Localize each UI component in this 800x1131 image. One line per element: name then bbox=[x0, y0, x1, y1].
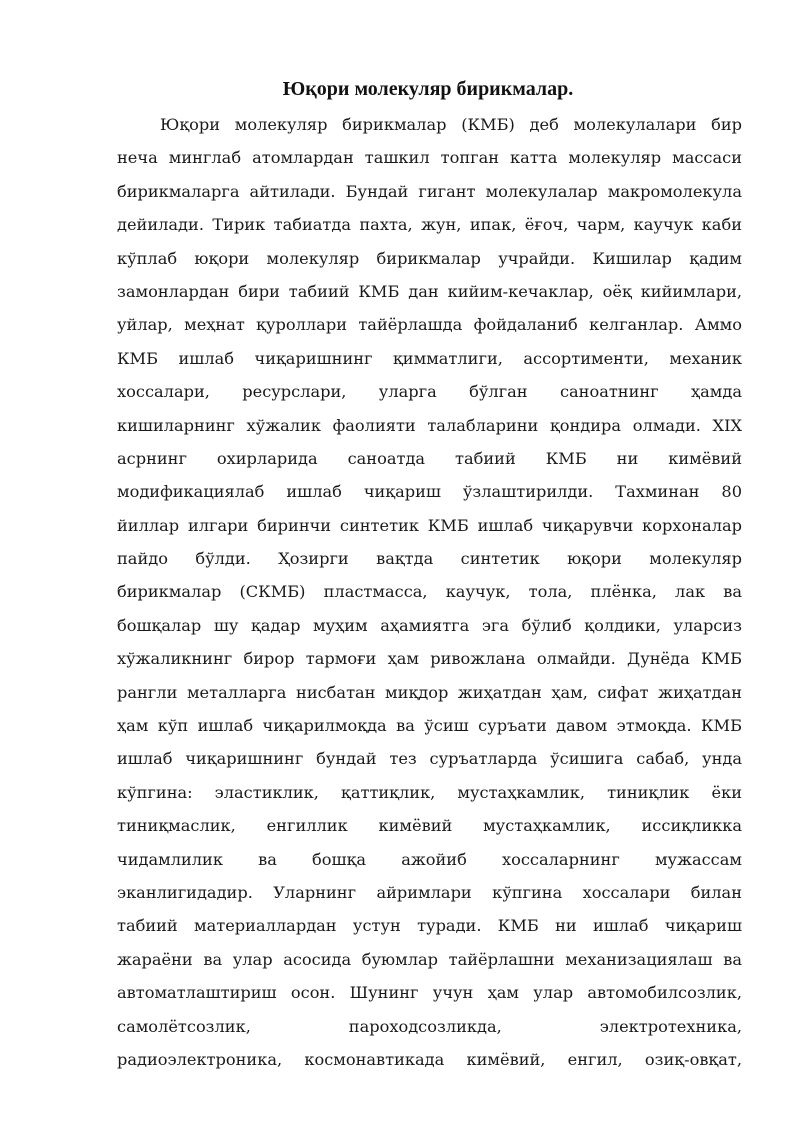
paragraph-line: бошқалар шу қадар муҳим аҳамиятга эга бўлиб қолдики, уларсиз bbox=[117, 615, 742, 635]
paragraph-line: радиоэлектроника, космонавтикада кимёвий, енгил, озиқ-овқат, bbox=[117, 1049, 742, 1069]
paragraph-line: асрнинг охирларида саноатда табиий КМБ ни кимёвий bbox=[117, 448, 742, 468]
paragraph-line: самолётсозлик, пароходсозликда, электротехника, bbox=[117, 1016, 742, 1036]
paragraph-line: жараёни ва улар асосида буюмлар тайёрлашни механизациялаш ва bbox=[117, 949, 742, 969]
paragraph-line: эканлигидадир. Уларнинг айримлари кўпгина хоссалари билан bbox=[117, 882, 742, 902]
paragraph-line: кўплаб юқори молекуляр бирикмалар учрайди. Кишилар қадим bbox=[117, 248, 742, 268]
paragraph-line: автоматлаштириш осон. Шунинг учун ҳам улар автомобилсозлик, bbox=[117, 983, 742, 1003]
document-body bbox=[117, 108, 742, 1076]
paragraph-line: бирикмалар (СКМБ) пластмасса, каучук, тола, плёнка, лак ва bbox=[117, 582, 742, 602]
paragraph-line: табиий материаллардан устун туради. КМБ ни ишлаб чиқариш bbox=[117, 916, 742, 936]
paragraph-line: уйлар, меҳнат қуроллари тайёрлашда фойдаланиб келганлар. Аммо bbox=[117, 315, 742, 335]
paragraph-line: йиллар илгари биринчи синтетик КМБ ишлаб чиқарувчи корхоналар bbox=[117, 515, 742, 535]
paragraph-line: бирикмаларга айтилади. Бундай гигант молекулалар макромолекула bbox=[117, 181, 742, 201]
paragraph-line: пайдо бўлди. Ҳозирги вақтда синтетик юқори молекуляр bbox=[117, 549, 742, 569]
paragraph-line: тиниқмаслик, енгиллик кимёвий мустаҳкамлик, иссиқликка bbox=[117, 816, 742, 836]
paragraph-line: ҳам кўп ишлаб чиқарилмоқда ва ўсиш суръати давом этмоқда. КМБ bbox=[117, 716, 742, 736]
paragraph-line: чидамлилик ва бошқа ажойиб хоссаларнинг мужассам bbox=[117, 849, 742, 869]
paragraph-line: замонлардан бири табиий КМБ дан кийим-кечаклар, оёқ кийимлари, bbox=[117, 281, 742, 301]
paragraph-line: рангли металларга нисбатан миқдор жиҳатдан ҳам, сифат жиҳатдан bbox=[117, 682, 742, 702]
paragraph-line: КМБ ишлаб чиқаришнинг қимматлиги, ассортименти, механик bbox=[117, 348, 742, 368]
paragraph-line: кишиларнинг хўжалик фаолияти талабларини қондира олмади. XIX bbox=[117, 415, 742, 435]
paragraph-line: кўпгина: эластиклик, қаттиқлик, мустаҳкамлик, тиниқлик ёки bbox=[117, 782, 742, 802]
paragraph-line: неча минглаб атомлардан ташкил топган катта молекуляр массаси bbox=[117, 148, 742, 168]
paragraph-line: ишлаб чиқаришнинг бундай тез суръатларда ўсишига сабаб, унда bbox=[117, 749, 742, 769]
paragraph-line: дейилади. Тирик табиатда пахта, жун, ипак, ёғоч, чарм, каучук каби bbox=[117, 215, 742, 235]
paragraph-line: хоссалари, ресурслари, уларга бўлган саноатнинг ҳамда bbox=[117, 382, 742, 402]
paragraph-line: хўжаликнинг бирор тармоғи ҳам ривожлана олмайди. Дунёда КМБ bbox=[117, 649, 742, 669]
document-title: Юқори молекуляр бирикмалар. bbox=[282, 78, 574, 100]
paragraph-line: Юқори молекуляр бирикмалар (КМБ) деб молекулалари бир bbox=[160, 115, 742, 134]
paragraph-line: модификациялаб ишлаб чиқариш ўзлаштирилди. Тахминан 80 bbox=[117, 482, 742, 502]
